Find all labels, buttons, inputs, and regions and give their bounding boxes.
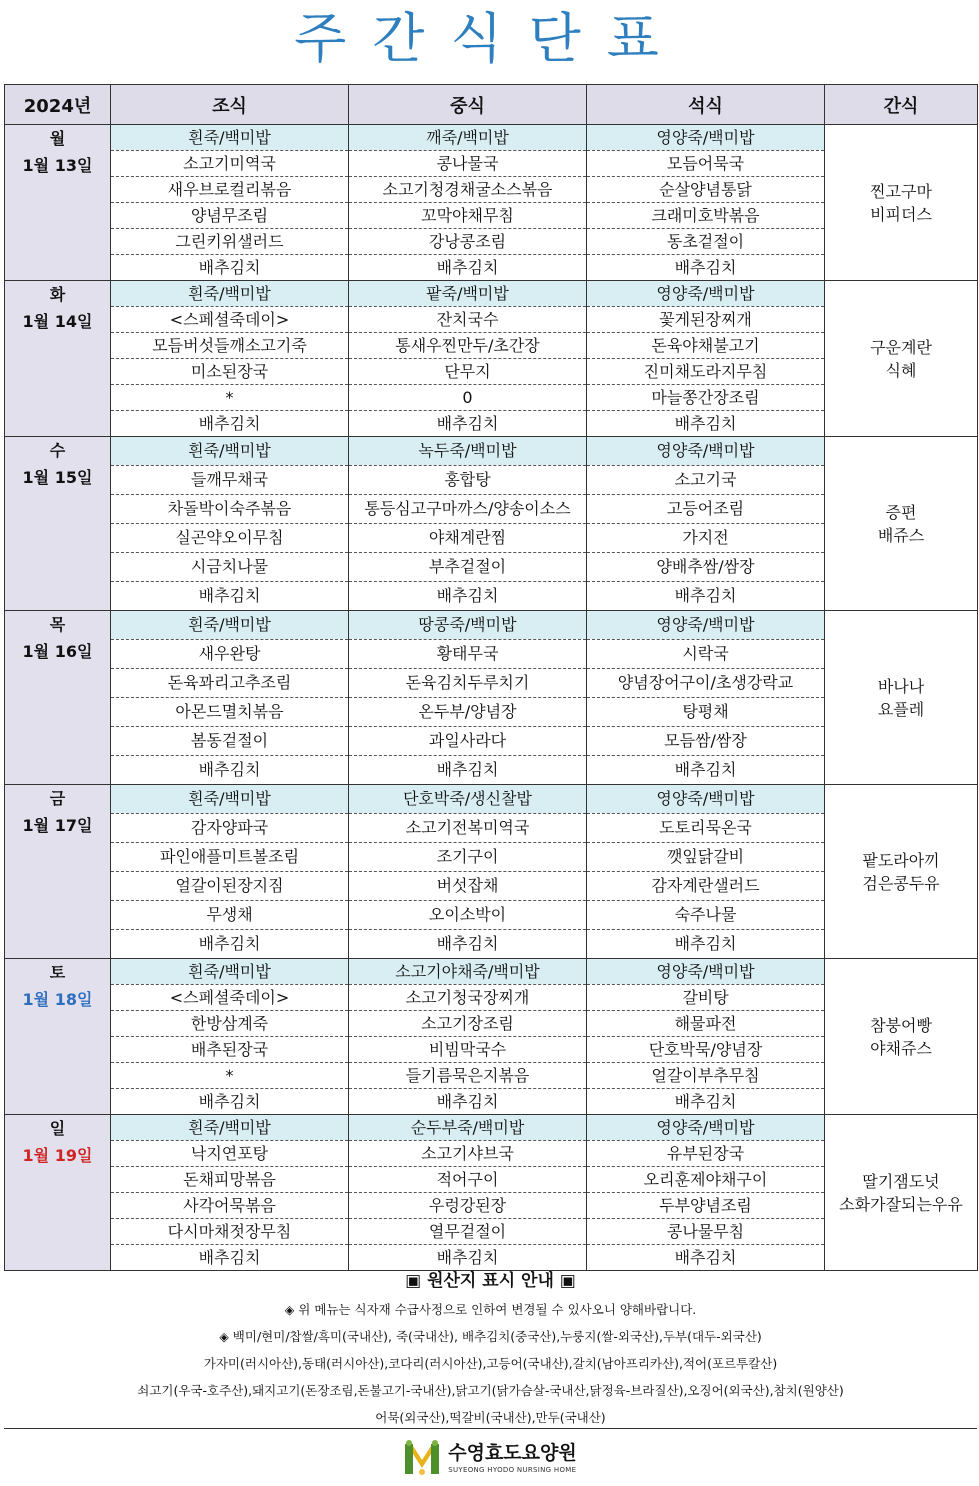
day-name: 수 xyxy=(49,441,66,460)
dinner-item: 영양죽/백미밥 xyxy=(587,959,825,985)
day-date: 1월 17일 xyxy=(22,816,93,835)
day-date: 1월 15일 xyxy=(22,468,93,487)
notice-title: ▣ 원산지 표시 안내 ▣ xyxy=(405,1271,576,1291)
snack-header: 간식 xyxy=(825,85,978,125)
snack-item: 소화가잘되는우유 xyxy=(839,1194,963,1214)
lunch-item: 통등심고구마까스/양송이소스 xyxy=(349,495,587,524)
lunch-item: 황태무국 xyxy=(349,640,587,669)
table-header xyxy=(5,85,978,125)
dinner-item: 양배추쌈/쌈장 xyxy=(587,553,825,582)
day-name: 토 xyxy=(49,963,66,982)
lunch-item: 땅콩죽/백미밥 xyxy=(349,611,587,640)
breakfast-item: 감자양파국 xyxy=(111,814,349,843)
breakfast-item: <스페셜죽데이> xyxy=(111,985,349,1011)
day-date: 1월 13일 xyxy=(22,156,93,175)
dinner-item: 두부양념조림 xyxy=(587,1193,825,1219)
snack-cell xyxy=(825,437,978,611)
breakfast-item: 흰죽/백미밥 xyxy=(111,785,349,814)
lunch-item: 야채계란찜 xyxy=(349,524,587,553)
day-cell xyxy=(5,959,111,1115)
lunch-item: 소고기전복미역국 xyxy=(349,814,587,843)
breakfast-item: 봄동겉절이 xyxy=(111,727,349,756)
day-date: 1월 19일 xyxy=(22,1146,93,1165)
day-cell xyxy=(5,1115,111,1271)
breakfast-item: 돈채피망볶음 xyxy=(111,1167,349,1193)
table-row xyxy=(5,281,978,307)
day-cell xyxy=(5,437,111,611)
day-date: 1월 16일 xyxy=(22,642,93,661)
dinner-item: 얼갈이부추무침 xyxy=(587,1063,825,1089)
lunch-item: 소고기샤브국 xyxy=(349,1141,587,1167)
lunch-item: 소고기장조림 xyxy=(349,1011,587,1037)
lunch-item: 배추김치 xyxy=(349,582,587,611)
dinner-item: 진미채도라지무침 xyxy=(587,359,825,385)
lunch-item: 깨죽/백미밥 xyxy=(349,125,587,151)
snack-item: 찐고구마 xyxy=(870,181,932,201)
dinner-item: 배추김치 xyxy=(587,411,825,437)
breakfast-item: 새우완탕 xyxy=(111,640,349,669)
breakfast-item: 모듬버섯들깨소고기죽 xyxy=(111,333,349,359)
day-name: 일 xyxy=(49,1119,66,1138)
dinner-item: 배추김치 xyxy=(587,930,825,959)
dinner-item: 꽃게된장찌개 xyxy=(587,307,825,333)
footer-divider xyxy=(4,1428,977,1429)
lunch-item: 비빔막국수 xyxy=(349,1037,587,1063)
dinner-item: 가지전 xyxy=(587,524,825,553)
day-name: 금 xyxy=(49,789,66,808)
table-body xyxy=(5,125,978,1271)
breakfast-item: 그린키위샐러드 xyxy=(111,229,349,255)
lunch-item: 0 xyxy=(349,385,587,411)
table-row xyxy=(5,1115,978,1141)
dinner-header: 석식 xyxy=(587,85,825,125)
breakfast-item: 소고기미역국 xyxy=(111,151,349,177)
snack-cell xyxy=(825,611,978,785)
breakfast-item: 흰죽/백미밥 xyxy=(111,959,349,985)
lunch-item: 돈육김치두루치기 xyxy=(349,669,587,698)
breakfast-item: 아몬드멸치볶음 xyxy=(111,698,349,727)
day-name: 목 xyxy=(49,615,66,634)
lunch-item: 콩나물국 xyxy=(349,151,587,177)
breakfast-item: 무생채 xyxy=(111,901,349,930)
dinner-item: 영양죽/백미밥 xyxy=(587,611,825,640)
nursing-home-logo-icon xyxy=(402,1438,442,1478)
dinner-item: 도토리묵온국 xyxy=(587,814,825,843)
dinner-item: 콩나물무침 xyxy=(587,1219,825,1245)
dinner-item: 해물파전 xyxy=(587,1011,825,1037)
table-row xyxy=(5,437,978,466)
lunch-item: 순두부죽/백미밥 xyxy=(349,1115,587,1141)
lunch-item: 배추김치 xyxy=(349,756,587,785)
day-name: 화 xyxy=(49,285,66,304)
dinner-item: 갈비탕 xyxy=(587,985,825,1011)
dinner-item: 오리훈제야채구이 xyxy=(587,1167,825,1193)
breakfast-item: * xyxy=(111,1063,349,1089)
lunch-item: 통새우찐만두/초간장 xyxy=(349,333,587,359)
table-row xyxy=(5,959,978,985)
dinner-item: 순살양념통닭 xyxy=(587,177,825,203)
logo-subtitle: SUYEONG HYODO NURSING HOME xyxy=(448,1466,577,1474)
lunch-item: 잔치국수 xyxy=(349,307,587,333)
breakfast-item: 다시마채젓장무침 xyxy=(111,1219,349,1245)
dinner-item: 배추김치 xyxy=(587,756,825,785)
dinner-item: 양념장어구이/초생강락교 xyxy=(587,669,825,698)
snack-item: 팥도라아끼 xyxy=(862,850,940,870)
lunch-header: 중식 xyxy=(349,85,587,125)
lunch-item: 녹두죽/백미밥 xyxy=(349,437,587,466)
lunch-item: 온두부/양념장 xyxy=(349,698,587,727)
lunch-item: 열무겉절이 xyxy=(349,1219,587,1245)
dinner-item: 동초겉절이 xyxy=(587,229,825,255)
notice-line: ◈ 위 메뉴는 식자재 수급사정으로 인하여 변경될 수 있사오니 양해바랍니다. xyxy=(284,1302,697,1317)
logo-name: 수영효도요양원 xyxy=(448,1442,577,1464)
breakfast-item: 배추김치 xyxy=(111,255,349,281)
breakfast-item: 양념무조림 xyxy=(111,203,349,229)
lunch-item: 소고기청국장찌개 xyxy=(349,985,587,1011)
lunch-item: 적어구이 xyxy=(349,1167,587,1193)
notice-line: 쇠고기(우국-호주산),돼지고기(돈장조림,돈불고기-국내산),닭고기(닭가슴살-국내산,닭정육-브라질산),오징어(외국산),참치(원양산) xyxy=(137,1383,844,1398)
lunch-item: 버섯잡채 xyxy=(349,872,587,901)
lunch-item: 꼬막야채무침 xyxy=(349,203,587,229)
notice-line: 가자미(러시아산),동태(러시아산),코다리(러시아산),고등어(국내산),갈치(남아프리카산),적어(포르투칼산) xyxy=(203,1356,778,1371)
dinner-item: 영양죽/백미밥 xyxy=(587,125,825,151)
dinner-item: 시락국 xyxy=(587,640,825,669)
table-row xyxy=(5,125,978,151)
notice-line: 어묵(외국산),떡갈비(국내산),만두(국내산) xyxy=(375,1410,606,1425)
snack-item: 바나나 xyxy=(877,676,925,696)
dinner-item: 영양죽/백미밥 xyxy=(587,281,825,307)
snack-item: 검은콩두유 xyxy=(862,873,940,893)
breakfast-item: 한방삼계죽 xyxy=(111,1011,349,1037)
lunch-item: 팥죽/백미밥 xyxy=(349,281,587,307)
snack-item: 구운계란 xyxy=(870,337,932,357)
breakfast-item: 시금치나물 xyxy=(111,553,349,582)
lunch-item: 과일사라다 xyxy=(349,727,587,756)
breakfast-header: 조식 xyxy=(111,85,349,125)
breakfast-item: 파인애플미트볼조림 xyxy=(111,843,349,872)
notice-line: ◈ 백미/현미/찹쌀/흑미(국내산), 죽(국내산), 배추김치(중국산),누룽지(쌀-외국산),두부(대두-외국산) xyxy=(219,1329,762,1344)
snack-cell xyxy=(825,281,978,437)
table-row xyxy=(5,785,978,814)
lunch-item: 들기름묵은지볶음 xyxy=(349,1063,587,1089)
snack-item: 증편 xyxy=(885,502,917,522)
breakfast-item: * xyxy=(111,385,349,411)
day-name: 월 xyxy=(49,129,66,148)
dinner-item: 탕평채 xyxy=(587,698,825,727)
lunch-item: 부추겉절이 xyxy=(349,553,587,582)
breakfast-item: 배추김치 xyxy=(111,582,349,611)
weekly-menu-table xyxy=(4,84,978,1271)
breakfast-item: 배추된장국 xyxy=(111,1037,349,1063)
snack-item: 요플레 xyxy=(877,699,925,719)
day-cell xyxy=(5,281,111,437)
breakfast-item: 낙지연포탕 xyxy=(111,1141,349,1167)
lunch-item: 홍합탕 xyxy=(349,466,587,495)
lunch-item: 배추김치 xyxy=(349,255,587,281)
dinner-item: 마늘쫑간장조림 xyxy=(587,385,825,411)
breakfast-item: 배추김치 xyxy=(111,1245,349,1271)
breakfast-item: 차돌박이숙주볶음 xyxy=(111,495,349,524)
lunch-item: 조기구이 xyxy=(349,843,587,872)
dinner-item: 고등어조림 xyxy=(587,495,825,524)
dinner-item: 배추김치 xyxy=(587,255,825,281)
lunch-item: 소고기야채죽/백미밥 xyxy=(349,959,587,985)
breakfast-item: 배추김치 xyxy=(111,411,349,437)
breakfast-item: 들깨무채국 xyxy=(111,466,349,495)
table-row xyxy=(5,611,978,640)
year-header: 2024년 xyxy=(5,85,111,125)
breakfast-item: 미소된장국 xyxy=(111,359,349,385)
origin-notice xyxy=(4,1266,977,1431)
breakfast-item: 배추김치 xyxy=(111,1089,349,1115)
breakfast-item: 배추김치 xyxy=(111,930,349,959)
day-date: 1월 18일 xyxy=(22,990,93,1009)
breakfast-item: 돈육꽈리고추조림 xyxy=(111,669,349,698)
dinner-item: 영양죽/백미밥 xyxy=(587,785,825,814)
lunch-item: 단호박죽/생신찰밥 xyxy=(349,785,587,814)
snack-item: 배쥬스 xyxy=(877,525,925,545)
breakfast-item: 실곤약오이무침 xyxy=(111,524,349,553)
day-date: 1월 14일 xyxy=(22,312,93,331)
dinner-item: 모듬쌈/쌈장 xyxy=(587,727,825,756)
dinner-item: 배추김치 xyxy=(587,1245,825,1271)
day-cell xyxy=(5,125,111,281)
breakfast-item: 흰죽/백미밥 xyxy=(111,125,349,151)
snack-item: 식혜 xyxy=(885,360,917,380)
breakfast-item: 흰죽/백미밥 xyxy=(111,437,349,466)
snack-item: 참붕어빵 xyxy=(870,1015,932,1035)
breakfast-item: 흰죽/백미밥 xyxy=(111,1115,349,1141)
lunch-item: 배추김치 xyxy=(349,1245,587,1271)
breakfast-item: 흰죽/백미밥 xyxy=(111,281,349,307)
dinner-item: 영양죽/백미밥 xyxy=(587,1115,825,1141)
snack-cell xyxy=(825,125,978,281)
dinner-item: 돈육야채불고기 xyxy=(587,333,825,359)
lunch-item: 배추김치 xyxy=(349,411,587,437)
snack-item: 딸기잼도넛 xyxy=(862,1171,940,1191)
snack-cell xyxy=(825,1115,978,1271)
snack-item: 야채쥬스 xyxy=(870,1038,932,1058)
footer-logo xyxy=(0,1436,979,1480)
lunch-item: 배추김치 xyxy=(349,930,587,959)
lunch-item: 소고기청경채굴소스볶음 xyxy=(349,177,587,203)
dinner-item: 깻잎닭갈비 xyxy=(587,843,825,872)
snack-item: 비피더스 xyxy=(870,204,932,224)
breakfast-item: 사각어묵볶음 xyxy=(111,1193,349,1219)
dinner-item: 배추김치 xyxy=(587,582,825,611)
breakfast-item: 얼갈이된장지짐 xyxy=(111,872,349,901)
breakfast-item: 흰죽/백미밥 xyxy=(111,611,349,640)
dinner-item: 배추김치 xyxy=(587,1089,825,1115)
page-title: 주간식단표 xyxy=(294,7,685,70)
dinner-item: 모듬어묵국 xyxy=(587,151,825,177)
day-cell xyxy=(5,785,111,959)
lunch-item: 단무지 xyxy=(349,359,587,385)
breakfast-item: 새우브로컬리볶음 xyxy=(111,177,349,203)
breakfast-item: 배추김치 xyxy=(111,756,349,785)
snack-cell xyxy=(825,785,978,959)
dinner-item: 영양죽/백미밥 xyxy=(587,437,825,466)
dinner-item: 감자계란샐러드 xyxy=(587,872,825,901)
day-cell xyxy=(5,611,111,785)
dinner-item: 소고기국 xyxy=(587,466,825,495)
dinner-item: 유부된장국 xyxy=(587,1141,825,1167)
dinner-item: 크래미호박볶음 xyxy=(587,203,825,229)
breakfast-item: <스페셜죽데이> xyxy=(111,307,349,333)
lunch-item: 강낭콩조림 xyxy=(349,229,587,255)
lunch-item: 우렁강된장 xyxy=(349,1193,587,1219)
dinner-item: 숙주나물 xyxy=(587,901,825,930)
snack-cell xyxy=(825,959,978,1115)
lunch-item: 배추김치 xyxy=(349,1089,587,1115)
dinner-item: 단호박묵/양념장 xyxy=(587,1037,825,1063)
lunch-item: 오이소박이 xyxy=(349,901,587,930)
